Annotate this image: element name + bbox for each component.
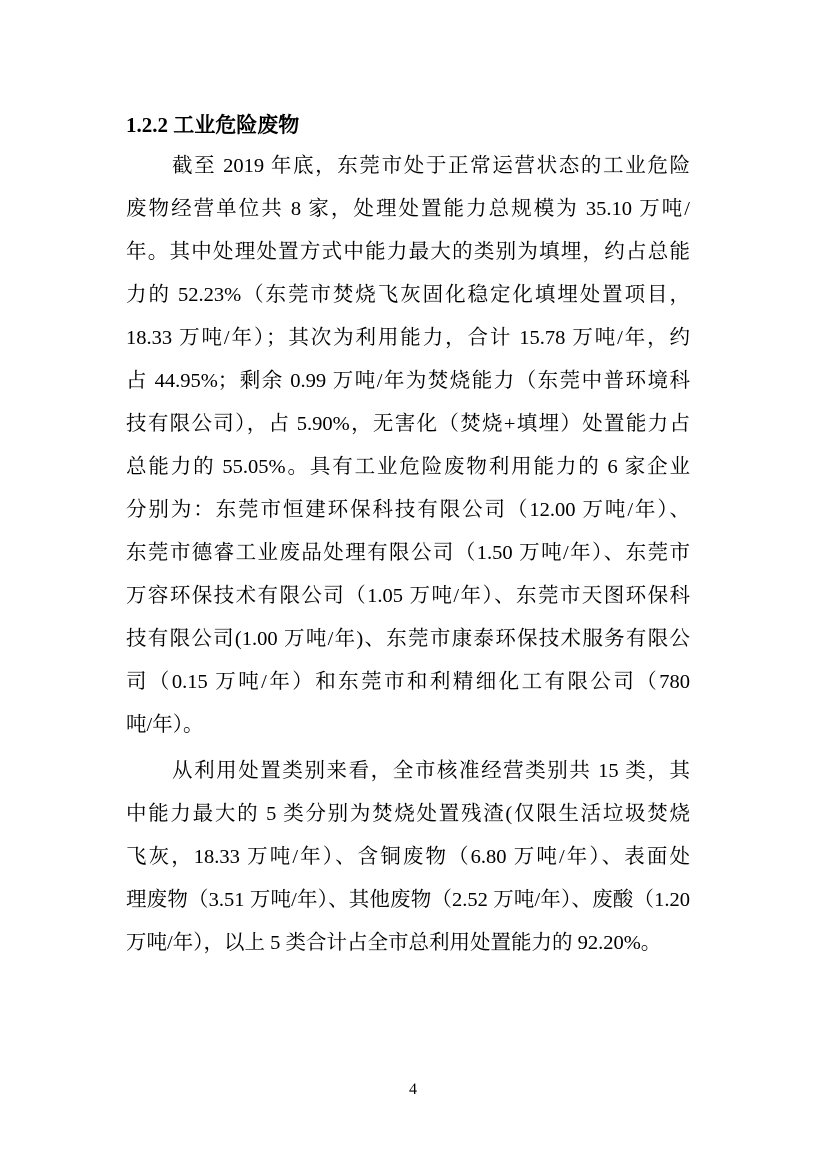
text-line: 吨/年）。: [126, 714, 204, 736]
text-line: 技有限公司(1.00 万吨/年)、东莞市康泰环保技术服务有限公: [126, 628, 690, 650]
text-line: 飞灰，18.33 万吨/年）、含铜废物（6.80 万吨/年）、表面处: [126, 846, 690, 868]
text-line: 占 44.95%；剩余 0.99 万吨/年为焚烧能力（东莞中普环境科: [126, 370, 690, 392]
text-line: 18.33 万吨/年）；其次为利用能力，合计 15.78 万吨/年，约: [126, 327, 690, 349]
text-line: 中能力最大的 5 类分别为焚烧处置残渣(仅限生活垃圾焚烧: [126, 803, 690, 825]
text-line: 技有限公司），占 5.90%，无害化（焚烧+填埋）处置能力占: [126, 413, 690, 435]
paragraph: [126, 145, 690, 747]
paragraph: [126, 750, 690, 965]
text-line: 理废物（3.51 万吨/年）、其他废物（2.52 万吨/年）、废酸（1.20: [126, 889, 690, 911]
text-line: 万容环保技术有限公司（1.05 万吨/年）、东莞市天图环保科: [126, 585, 690, 607]
text-line: 废物经营单位共 8 家，处理处置能力总规模为 35.10 万吨/: [126, 198, 690, 220]
text-line: 司（0.15 万吨/年）和东莞市和利精细化工有限公司（780: [126, 671, 690, 693]
text-line: 年。其中处理处置方式中能力最大的类别为填埋，约占总能: [126, 241, 690, 263]
text-line: 分别为：东莞市恒建环保科技有限公司（12.00 万吨/年）、: [126, 499, 690, 521]
text-line: 截至 2019 年底，东莞市处于正常运营状态的工业危险: [172, 155, 690, 177]
text-line: 总能力的 55.05%。具有工业危险废物利用能力的 6 家企业: [126, 456, 690, 478]
section-heading: 1.2.2 工业危险废物: [126, 113, 300, 137]
text-line: 从利用处置类别来看，全市核准经营类别共 15 类，其: [172, 760, 690, 782]
text-line: 万吨/年），以上 5 类合计占全市总利用处置能力的 92.20%。: [126, 932, 662, 954]
text-line: 东莞市德睿工业废品处理有限公司（1.50 万吨/年）、东莞市: [126, 542, 690, 564]
text-line: 力的 52.23%（东莞市焚烧飞灰固化稳定化填埋处置项目，: [126, 284, 690, 306]
page-number: 4: [409, 1081, 417, 1098]
